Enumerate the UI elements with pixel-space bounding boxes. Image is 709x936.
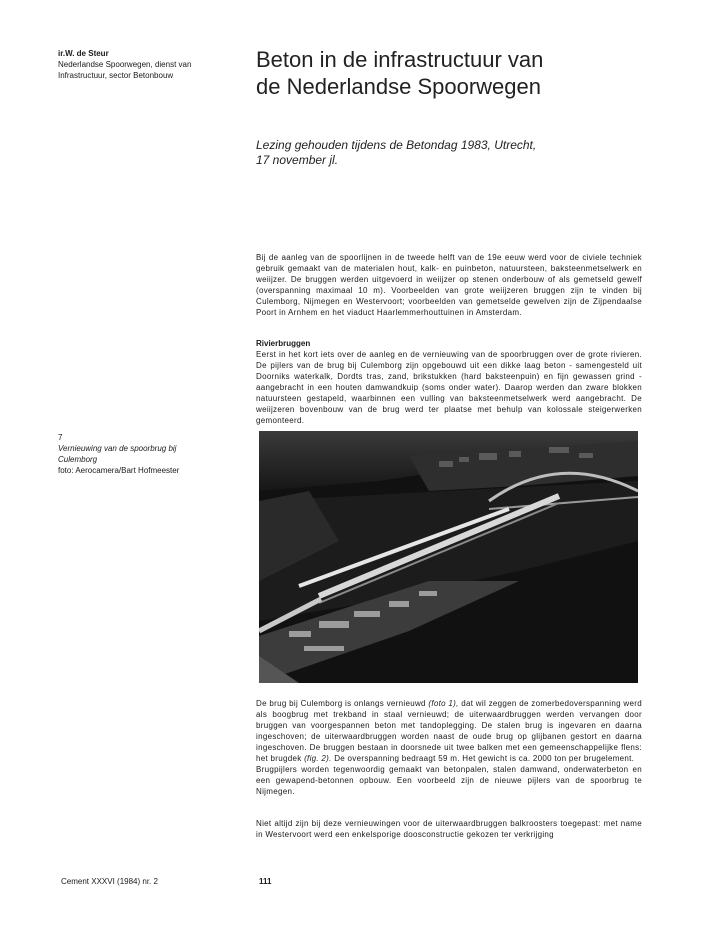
culemborg-text-c: De overspanning bedraagt 59 m. Het gewicht is ca. 2000 ton per brugelement. [331, 754, 635, 763]
caption-number: 7 [58, 433, 63, 442]
photo-reference: (foto 1), [428, 699, 459, 708]
author-affiliation-line2: Infrastructuur, sector Betonbouw [58, 71, 174, 80]
article-title-line2: de Nederlandse Spoorwegen [256, 74, 541, 99]
intro-paragraph: Bij de aanleg van de spoorlijnen in de tweede helft van de 19e eeuw werd voor de civiele techniek gebruik gemaakt van de materialen hout, kalk- en puinbeton, natuursteen, baksteenmetselwerk en weiijzer. De bruggen werden uitgevoerd in weiijzer op stenen onderbouw of als gemetseld gewelf (overspanning maximaal 10 m). Voorbeelden van grote weiijzeren bruggen zijn te vinden bij Culemborg, Nijmegen en Westervoort; voorbeelden van gemetselde gewelven zijn de Zijpendaalse Poort in Arnhem en het viaduct Haarlemmerhouttuinen in Amsterdam. [256, 253, 642, 317]
caption-title-line1: Vernieuwing van de spoorbrug bij [58, 444, 177, 453]
culemborg-text-a: De brug bij Culemborg is onlangs vernieuwd [256, 699, 429, 708]
author-block [58, 48, 218, 81]
culemborg-paragraph [256, 698, 642, 797]
section-heading: Rivierbruggen [256, 339, 311, 348]
article-subtitle-line2: 17 november jl. [256, 153, 339, 167]
caption-credit: foto: Aerocamera/Bart Hofmeester [58, 466, 180, 475]
article-title-line1: Beton in de infrastructuur van [256, 47, 544, 72]
article-subtitle [256, 138, 656, 168]
journal-footer: Cement XXXVI (1984) nr. 2 [61, 877, 158, 886]
article-title [256, 46, 676, 100]
article-subtitle-line1: Lezing gehouden tijdens de Betondag 1983, Utrecht, [256, 138, 537, 152]
figure-reference: (fig. 2). [304, 754, 332, 763]
rivierbruggen-paragraph: Eerst in het kort iets over de aanleg en de vernieuwing van de spoorbruggen over de grote rivieren. De pijlers van de brug bij Culemborg zijn opgebouwd uit een dikke laag beton - samengesteld uit Doorniks waterkalk, Dordts tras, zand, brikstukken (hard baksteenpuin) en fijn gewassen grind - aangebracht in een houten damwandkuip (soms onder water). Daarop werden dan zware blokken natuursteen gestapeld, waarbinnen een vulling van baksteenmetselwerk werd aangebracht. De weiijzeren bovenbouw van de brug werd ter plaatse met behulp van kolossale steigerwerken gemonteerd. [256, 350, 642, 425]
author-affiliation-line1: Nederlandse Spoorwegen, dienst van [58, 60, 192, 69]
westervoort-paragraph: Niet altijd zijn bij deze vernieuwingen voor de uiterwaardbruggen balkroosters toegepast: met name in Westervoort werd een enkelsporige doosconstructie gekozen ter verkrijging [256, 819, 642, 839]
caption-title-line2: Culemborg [58, 455, 98, 464]
culemborg-text-d: Brugpijlers worden tegenwoordig gemaakt van betonpalen, stalen damwand, onderwaterbeton en een gewapend-betonnen opbouw. Een voorbeeld zijn de nieuwe pijlers van de spoorbrug te Nijmegen. [256, 765, 642, 796]
page-number: 111 [259, 877, 272, 886]
bridge-aerial-photo [259, 431, 638, 683]
photo-caption [58, 432, 218, 476]
culemborg-text-b: dat wil zeggen de zomerbedoverspanning werd als boogbrug met trekband in staal vernieuwd; de uiterwaardbruggen werden vervangen door bruggen van voorgespannen beton met tandoplegging. De stalen brug is ingevaren en daarna ingeschoven; de uiterwaardbruggen worden naast de oude brug op glijbanen gestort en daarna ingeschoven. De bruggen bestaan in doorsnede uit twee balken met een gemeenschappelijke flens: het brugdek [256, 699, 642, 763]
author-name: ir.W. de Steur [58, 49, 109, 58]
